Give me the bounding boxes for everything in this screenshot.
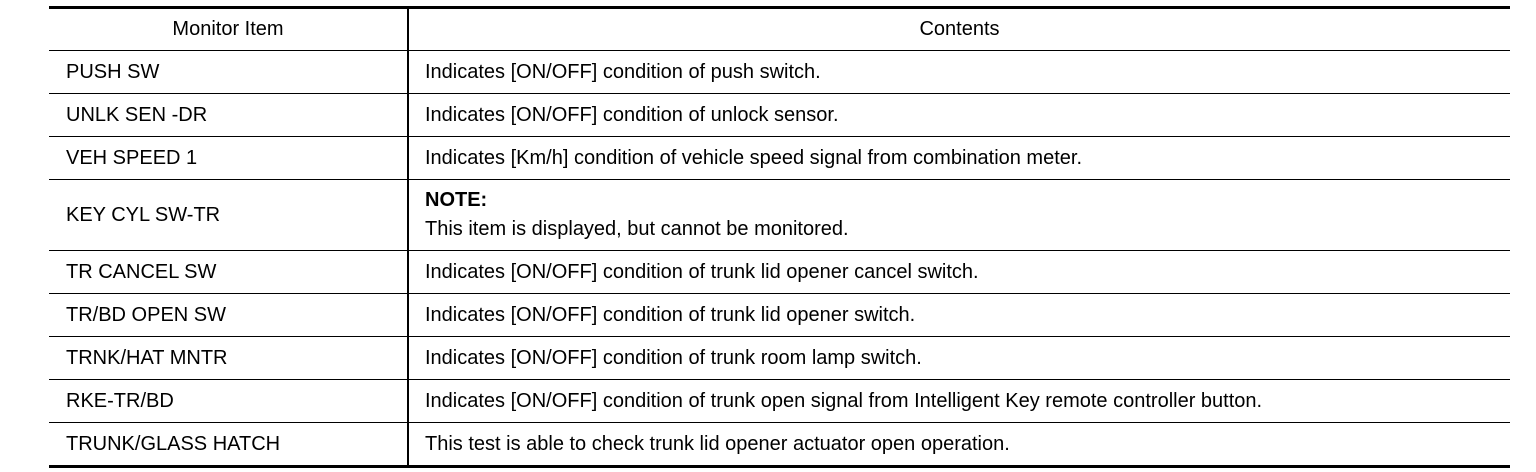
monitor-item-cell: TRUNK/GLASS HATCH	[49, 423, 408, 467]
table-row	[49, 137, 1510, 180]
monitor-item-cell: PUSH SW	[49, 51, 408, 94]
header-contents: Contents	[408, 8, 1510, 51]
contents-cell-note	[408, 180, 1510, 251]
table-row	[49, 180, 1510, 251]
contents-cell: Indicates [ON/OFF] condition of trunk open signal from Intelligent Key remote controller button.	[408, 380, 1510, 423]
monitor-item-cell: RKE-TR/BD	[49, 380, 408, 423]
table-header-row	[49, 8, 1510, 51]
table-row	[49, 337, 1510, 380]
contents-cell: This test is able to check trunk lid opener actuator open operation.	[408, 423, 1510, 467]
monitor-item-cell: VEH SPEED 1	[49, 137, 408, 180]
contents-cell: Indicates [ON/OFF] condition of trunk lid opener switch.	[408, 294, 1510, 337]
table-row	[49, 423, 1510, 467]
table-row	[49, 94, 1510, 137]
monitor-item-cell: TR/BD OPEN SW	[49, 294, 408, 337]
monitor-item-cell: UNLK SEN -DR	[49, 94, 408, 137]
monitor-item-cell: KEY CYL SW-TR	[49, 180, 408, 251]
contents-cell: Indicates [ON/OFF] condition of trunk room lamp switch.	[408, 337, 1510, 380]
contents-cell: Indicates [ON/OFF] condition of trunk lid opener cancel switch.	[408, 251, 1510, 294]
monitor-item-cell: TR CANCEL SW	[49, 251, 408, 294]
monitor-item-table-container	[49, 6, 1510, 468]
monitor-item-cell: TRNK/HAT MNTR	[49, 337, 408, 380]
contents-cell: Indicates [ON/OFF] condition of push switch.	[408, 51, 1510, 94]
contents-cell: Indicates [ON/OFF] condition of unlock sensor.	[408, 94, 1510, 137]
table-row	[49, 380, 1510, 423]
note-title: NOTE:	[425, 189, 488, 211]
contents-cell: Indicates [Km/h] condition of vehicle speed signal from combination meter.	[408, 137, 1510, 180]
table-row	[49, 251, 1510, 294]
monitor-item-table	[49, 6, 1510, 468]
header-monitor-item: Monitor Item	[49, 8, 408, 51]
note-body: This item is displayed, but cannot be monitored.	[425, 218, 849, 240]
table-row	[49, 51, 1510, 94]
table-row	[49, 294, 1510, 337]
